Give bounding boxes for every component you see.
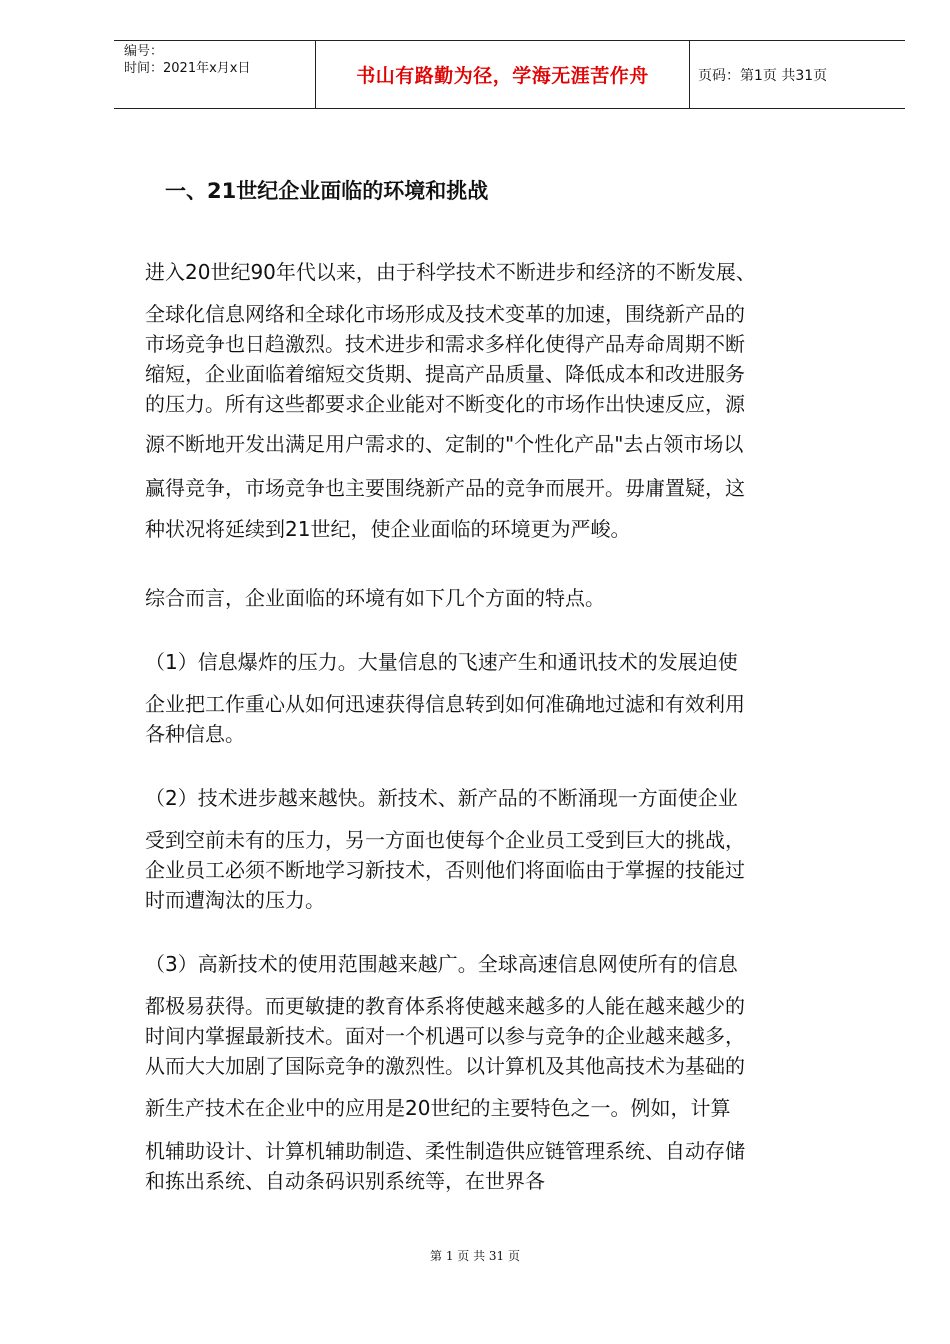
section-heading: 一、21世纪企业面临的环境和挑战 bbox=[165, 179, 489, 203]
header-motto: 书山有路勤为径，学海无涯苦作舟 bbox=[356, 65, 649, 87]
paragraph-line: 种状况将延续到21世纪，使企业面临的环境更为严峻。 bbox=[145, 517, 631, 541]
paragraph-line: 时而遭淘汰的压力。 bbox=[145, 888, 325, 912]
document-number: 编号： bbox=[124, 44, 164, 59]
paragraph-line: 和拣出系统、自动条码识别系统等，在世界各 bbox=[145, 1169, 545, 1193]
paragraph-line: 从而大大加剧了国际竞争的激烈性。以计算机及其他高技术为基础的 bbox=[145, 1054, 745, 1078]
paragraph-line: 各种信息。 bbox=[145, 722, 245, 746]
header-page-info: 页码：第1页 共31页 bbox=[698, 67, 828, 84]
paragraph-line: 时间内掌握最新技术。面对一个机遇可以参与竞争的企业越来越多， bbox=[145, 1024, 745, 1048]
header-meta bbox=[114, 41, 316, 108]
paragraph-line: 市场竞争也日趋激烈。技术进步和需求多样化使得产品寿命周期不断 bbox=[145, 332, 745, 356]
paragraph-line: 赢得竞争，市场竞争也主要围绕新产品的竞争而展开。毋庸置疑，这 bbox=[145, 476, 745, 500]
paragraph-line: 企业把工作重心从如何迅速获得信息转到如何准确地过滤和有效利用 bbox=[145, 692, 745, 716]
paragraph-line: （3）高新技术的使用范围越来越广。全球高速信息网使所有的信息 bbox=[145, 952, 738, 976]
paragraph-line: 的压力。所有这些都要求企业能对不断变化的市场作出快速反应，源 bbox=[145, 392, 745, 416]
paragraph-line: 新生产技术在企业中的应用是20世纪的主要特色之一。例如，计算 bbox=[145, 1096, 731, 1120]
paragraph-line: 综合而言，企业面临的环境有如下几个方面的特点。 bbox=[145, 586, 605, 610]
paragraph-line: 都极易获得。而更敏捷的教育体系将使越来越多的人能在越来越少的 bbox=[145, 994, 745, 1018]
paragraph-line: 进入20世纪90年代以来，由于科学技术不断进步和经济的不断发展、 bbox=[145, 260, 756, 284]
paragraph-line: 企业员工必须不断地学习新技术，否则他们将面临由于掌握的技能过 bbox=[145, 858, 745, 882]
paragraph-line: 全球化信息网络和全球化市场形成及技术变革的加速，围绕新产品的 bbox=[145, 302, 745, 326]
paragraph-line: 机辅助设计、计算机辅助制造、柔性制造供应链管理系统、自动存储 bbox=[145, 1139, 745, 1163]
paragraph-line: 源不断地开发出满足用户需求的、定制的"个性化产品"去占领市场以 bbox=[145, 432, 744, 456]
paragraph-line: （1）信息爆炸的压力。大量信息的飞速产生和通讯技术的发展迫使 bbox=[145, 650, 738, 674]
paragraph-line: （2）技术进步越来越快。新技术、新产品的不断涌现一方面使企业 bbox=[145, 786, 738, 810]
page-footer: 第 1 页 共 31 页 bbox=[430, 1249, 520, 1263]
document-date: 时间：2021年x月x日 bbox=[124, 61, 251, 76]
header-motto-cell bbox=[316, 41, 690, 108]
header-page-cell bbox=[690, 41, 905, 108]
page-header bbox=[114, 40, 905, 109]
paragraph-line: 受到空前未有的压力，另一方面也使每个企业员工受到巨大的挑战， bbox=[145, 828, 745, 852]
paragraph-line: 缩短，企业面临着缩短交货期、提高产品质量、降低成本和改进服务 bbox=[145, 362, 745, 386]
